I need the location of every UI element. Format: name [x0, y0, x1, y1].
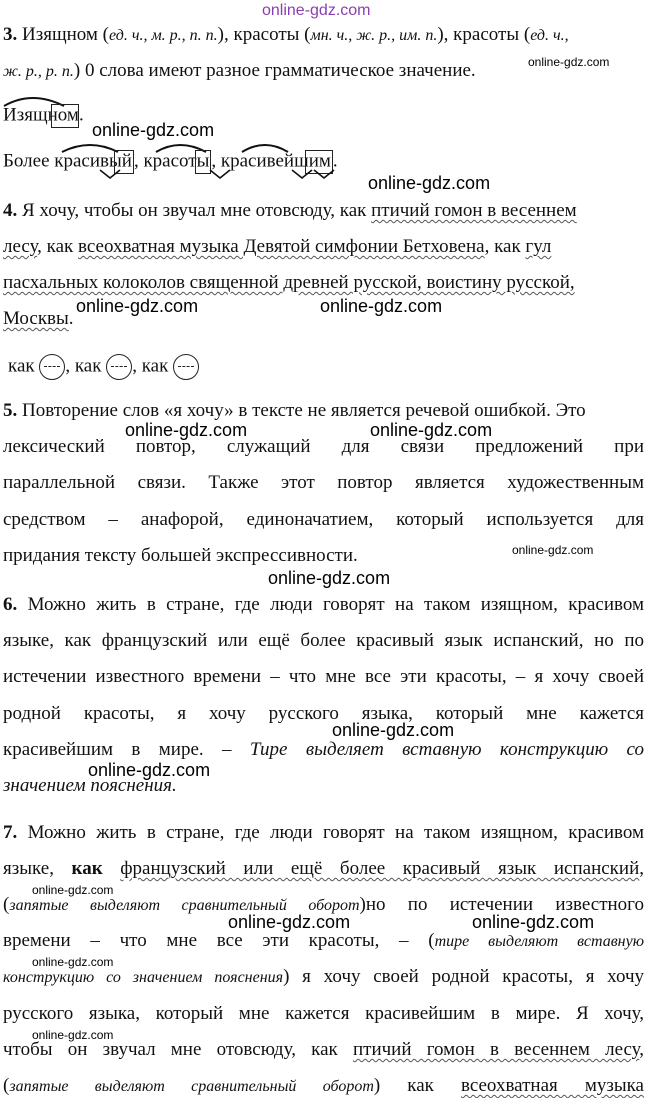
s3-text: .	[78, 104, 84, 126]
watermark: online-gdz.com	[268, 568, 391, 588]
s3-text: Изящном (	[17, 24, 110, 45]
s4-comparison: пасхальных колоколов священной древней русской, воистину русской,	[3, 272, 575, 293]
s4-line4	[3, 308, 74, 330]
s4-comparison: всеохватная музыка Девятой симфонии Бетховена	[78, 236, 485, 257]
watermark: online-gdz.com	[88, 760, 211, 780]
s3-word-krasiveyshim: красивейшим	[220, 150, 331, 172]
s4-number: 4.	[3, 200, 18, 221]
s7-annotation: запятые выделяют сравнительный оборот	[9, 897, 360, 914]
s3-text: ,	[211, 150, 217, 172]
watermark: online-gdz.com	[528, 55, 610, 69]
s7-text: ,	[639, 858, 644, 879]
s6-line5	[3, 739, 644, 761]
s3-text: ) 0 слова имеют разное грамматическое значение.	[73, 60, 476, 81]
s7-number: 7.	[3, 822, 18, 843]
s7-line1	[3, 822, 644, 844]
comparison-circle-icon	[173, 354, 199, 380]
s7-text: времени – что мне все эти красоты, – (	[3, 930, 435, 951]
s4-scheme	[8, 354, 199, 380]
s4-text: , как	[484, 236, 526, 257]
s4-line2	[3, 236, 551, 258]
watermark: online-gdz.com	[125, 420, 248, 440]
s3-word-izyashchnom: Изящном	[3, 104, 79, 126]
s7-line7	[3, 1039, 644, 1061]
s7-line8	[3, 1075, 644, 1098]
watermark: online-gdz.com	[320, 296, 443, 316]
watermark: online-gdz.com	[32, 883, 114, 897]
watermark: online-gdz.com	[512, 543, 594, 557]
s6-line1	[3, 594, 644, 616]
s3-text: ,	[133, 150, 139, 172]
watermark: online-gdz.com	[92, 120, 215, 140]
s6-line6: значением пояснения.	[3, 775, 177, 796]
s3-annotation: мн. ч., ж. р., им. п.	[310, 27, 438, 44]
s7-line2	[3, 858, 644, 880]
s4-comparison: лесу	[3, 236, 38, 257]
s5-line1	[3, 400, 586, 422]
s4-text: , как	[37, 236, 79, 257]
scheme-text: , как	[132, 355, 169, 377]
s7-annotation: запятые выделяют сравнительный оборот	[9, 1078, 374, 1095]
s3-text: Более	[3, 150, 55, 172]
s7-comparison: всеохватная музыка	[460, 1075, 644, 1096]
s3-line2	[3, 60, 476, 83]
s7-text: ) как	[373, 1075, 461, 1096]
s7-comparison: птичий гомон в весеннем лесу	[352, 1039, 640, 1060]
comparison-circle-icon	[39, 354, 65, 380]
s3-annotation: ж. р., р. п.	[3, 63, 74, 80]
s4-text: Я хочу, чтобы он звучал мне отовсюду, как	[17, 200, 372, 221]
s6-line2: языке, как французский или ещё более красивый язык испанский, но по	[3, 630, 644, 651]
s7-line4	[3, 930, 644, 953]
s4-comparison: Москвы	[3, 308, 69, 329]
s3-annotation: ед. ч., м. р., п. п.	[109, 27, 218, 44]
ending-box-icon	[51, 104, 79, 128]
watermark: online-gdz.com	[332, 720, 455, 740]
s4-comparison: птичий гомон в весеннем	[371, 200, 577, 221]
s4-comparison: гул	[525, 236, 552, 257]
s6-line4: родной красоты, я хочу русского языка, который мне кажется	[3, 703, 644, 724]
watermark: online-gdz.com	[76, 296, 199, 316]
s3-number: 3.	[3, 24, 18, 45]
watermark: online-gdz.com	[368, 173, 491, 193]
s7-text: чтобы он звучал мне отовсюду, как	[3, 1039, 353, 1060]
s7-annotation: тире выделяют вставную	[434, 933, 644, 950]
s7-text: (	[3, 1075, 10, 1096]
s3-word-krasoty: красоты	[143, 150, 210, 172]
s7-text: Можно жить в стране, где люди говорят на таком изящном, красивом	[17, 822, 644, 843]
s5-line4: средством – анафорой, единоначатием, который используется для	[3, 509, 644, 530]
s7-text	[103, 858, 121, 879]
scheme-text: как	[8, 355, 35, 377]
s6-text: Можно жить в стране, где люди говорят на таком изящном, красивом	[17, 594, 644, 615]
s3-word-line1	[3, 104, 84, 128]
s6-line3: истечении известного времени – что мне все эти красоты, – я хочу своей	[3, 666, 644, 687]
s5-number: 5.	[3, 400, 18, 421]
s3-word-krasivyy: красивый	[54, 150, 132, 172]
s3-line1	[3, 24, 569, 47]
s4-line1	[3, 200, 577, 222]
watermark: online-gdz.com	[32, 955, 114, 969]
scheme-text: , как	[65, 355, 102, 377]
s6-text: красивейшим в мире. –	[3, 739, 250, 760]
s7-line5	[3, 966, 644, 989]
s5-line3: параллельной связи. Также этот повтор является художественным	[3, 472, 644, 493]
s3-annotation: ед. ч.,	[530, 27, 569, 44]
s3-text: ), красоты (	[437, 24, 531, 45]
s5-line2: лексический повтор, служащий для связи предложений при	[3, 436, 644, 457]
s3-text: .	[332, 150, 338, 172]
watermark-top: online-gdz.com	[262, 2, 371, 19]
watermark: online-gdz.com	[472, 912, 595, 932]
s7-text: ) я хочу своей родной красоты, я хочу	[283, 966, 645, 987]
comparison-circle-icon	[106, 354, 132, 380]
s6-note: Тире выделяет вставную конструкцию со	[249, 739, 644, 760]
s7-comparison: французский или ещё более красивый язык испанский	[120, 858, 640, 879]
s7-line6: русского языка, который мне кажется красивейшим в мире. Я хочу,	[3, 1003, 644, 1024]
watermark: online-gdz.com	[32, 1028, 114, 1042]
s6-number: 6.	[3, 594, 18, 615]
s5-text: Повторение слов «я хочу» в тексте не является речевой ошибкой. Это	[17, 400, 586, 421]
s7-text: языке,	[3, 858, 72, 879]
s4-text: .	[68, 308, 74, 329]
s7-text: )но по истечении известного	[359, 894, 644, 915]
s4-line3	[3, 272, 575, 294]
watermark: online-gdz.com	[370, 420, 493, 440]
s7-text: ,	[639, 1039, 645, 1060]
s7-text: (	[3, 894, 10, 915]
s5-line5: придания тексту большей экспрессивности.	[3, 545, 358, 566]
s3-text: ), красоты (	[217, 24, 311, 45]
watermark: online-gdz.com	[228, 912, 351, 932]
s7-annotation: конструкцию со значением пояснения	[3, 969, 284, 986]
s7-keyword: как	[71, 858, 103, 879]
suffix-icon	[60, 168, 380, 180]
